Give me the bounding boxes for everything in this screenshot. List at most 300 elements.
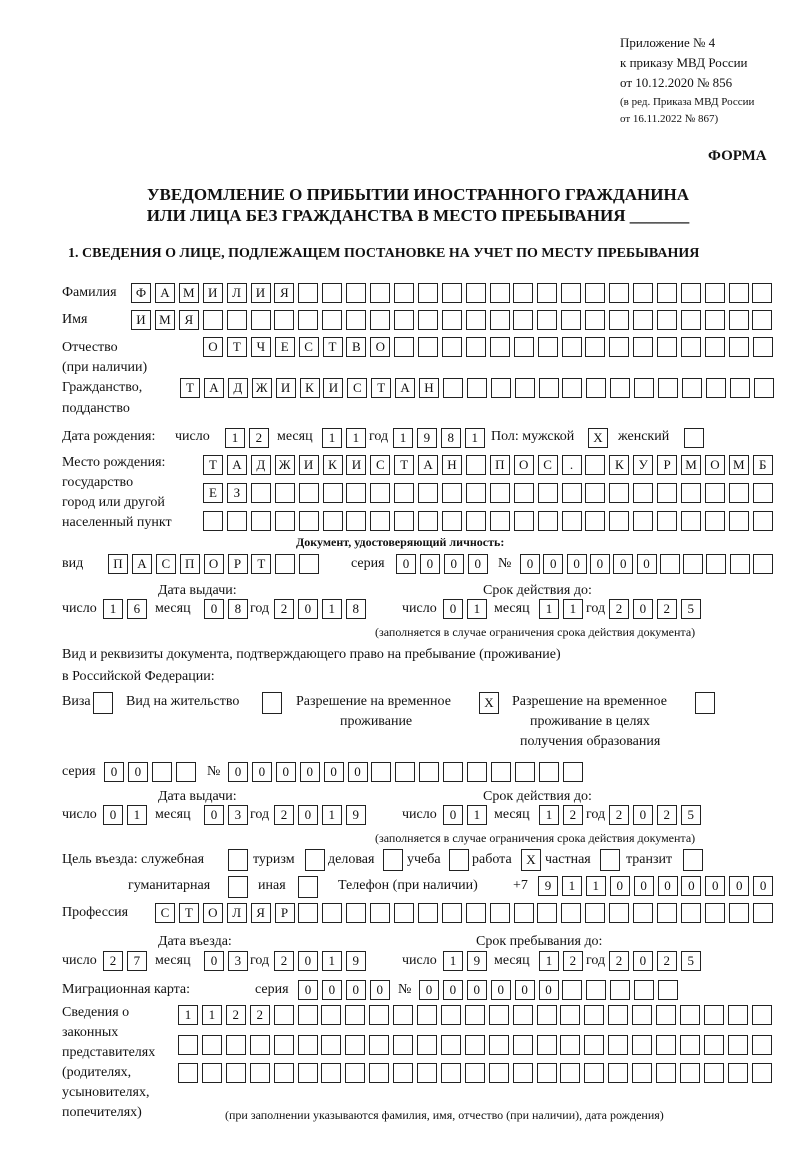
char-box-patronymic[interactable] (705, 337, 725, 357)
char-box-birthplace-line2[interactable] (299, 483, 319, 503)
char-box-birthplace-line1[interactable]: У (633, 455, 653, 475)
char-box-reps-line3[interactable] (537, 1063, 557, 1083)
char-box-surname[interactable] (633, 283, 653, 303)
char-box-stay-number[interactable]: 0 (300, 762, 320, 782)
char-box-name[interactable]: М (155, 310, 175, 330)
char-box-mig-series[interactable]: 0 (298, 980, 318, 1000)
char-box-reps-line3[interactable] (441, 1063, 461, 1083)
char-box-birthplace-line3[interactable] (466, 511, 486, 531)
char-box-reps-line1[interactable] (465, 1005, 485, 1025)
char-box-citizenship[interactable] (515, 378, 535, 398)
char-box-profession[interactable] (466, 903, 486, 923)
char-box-id-kind[interactable]: А (132, 554, 152, 574)
char-box-reps-line1[interactable] (680, 1005, 700, 1025)
char-box-reps-line3[interactable] (656, 1063, 676, 1083)
char-box-patronymic[interactable] (490, 337, 510, 357)
char-box-mig-number[interactable]: 0 (467, 980, 487, 1000)
char-box-surname[interactable]: М (179, 283, 199, 303)
char-box-mig-series[interactable]: 0 (322, 980, 342, 1000)
char-box-patronymic[interactable] (538, 337, 558, 357)
char-box-birthplace-line3[interactable] (203, 511, 223, 531)
char-box-reps-line2[interactable] (656, 1035, 676, 1055)
char-box-id-kind[interactable]: О (204, 554, 224, 574)
char-box-stay-number[interactable] (371, 762, 391, 782)
char-box-stay-number[interactable] (515, 762, 535, 782)
char-box-stay-valid-year[interactable]: 2 (609, 805, 629, 825)
char-box-id-series[interactable]: 0 (420, 554, 440, 574)
char-box-name[interactable] (370, 310, 390, 330)
char-box-entry-month[interactable]: 0 (204, 951, 224, 971)
char-box-reps-line3[interactable] (465, 1063, 485, 1083)
char-box-phone[interactable]: 1 (562, 876, 582, 896)
char-box-citizenship[interactable] (610, 378, 630, 398)
char-box-mig-series[interactable]: 0 (346, 980, 366, 1000)
char-box-stay-number[interactable] (443, 762, 463, 782)
char-box-stay-valid-year[interactable]: 5 (681, 805, 701, 825)
char-box-patronymic[interactable] (753, 337, 773, 357)
char-box-birthplace-line1[interactable]: К (323, 455, 343, 475)
char-box-reps-line3[interactable] (489, 1063, 509, 1083)
char-box-profession[interactable] (585, 903, 605, 923)
char-box-surname[interactable] (537, 283, 557, 303)
char-box-reps-line3[interactable] (321, 1063, 341, 1083)
char-box-birthplace-line2[interactable] (370, 483, 390, 503)
char-box-citizenship[interactable]: И (276, 378, 296, 398)
char-box-profession[interactable] (370, 903, 390, 923)
char-box-id-valid-day[interactable]: 1 (467, 599, 487, 619)
char-box-surname[interactable] (585, 283, 605, 303)
char-box-stay-issue-month[interactable]: 0 (204, 805, 224, 825)
char-box-reps-line3[interactable] (608, 1063, 628, 1083)
char-box-entry-year[interactable]: 1 (322, 951, 342, 971)
char-box-entry-month[interactable]: 3 (228, 951, 248, 971)
char-box-birthplace-line1[interactable]: Т (394, 455, 414, 475)
checkbox-sex-male[interactable]: X (588, 428, 608, 448)
char-box-citizenship[interactable]: К (300, 378, 320, 398)
char-box-mig-number[interactable] (658, 980, 678, 1000)
char-box-id-valid-year[interactable]: 2 (657, 599, 677, 619)
char-box-citizenship[interactable] (467, 378, 487, 398)
char-box-reps-line3[interactable] (393, 1063, 413, 1083)
char-box-birthplace-line1[interactable]: И (346, 455, 366, 475)
char-box-reps-line3[interactable] (369, 1063, 389, 1083)
char-box-birthplace-line3[interactable] (729, 511, 749, 531)
char-box-mig-number[interactable] (562, 980, 582, 1000)
char-box-name[interactable] (466, 310, 486, 330)
char-box-name[interactable]: Я (179, 310, 199, 330)
char-box-surname[interactable] (513, 283, 533, 303)
char-box-citizenship[interactable] (562, 378, 582, 398)
char-box-reps-line1[interactable] (298, 1005, 318, 1025)
char-box-stay-until-day[interactable]: 1 (443, 951, 463, 971)
char-box-stay-until-month[interactable]: 2 (563, 951, 583, 971)
char-box-birthplace-line2[interactable] (418, 483, 438, 503)
char-box-reps-line2[interactable] (728, 1035, 748, 1055)
char-box-mig-number[interactable]: 0 (515, 980, 535, 1000)
char-box-stay-number[interactable] (539, 762, 559, 782)
char-box-surname[interactable] (752, 283, 772, 303)
char-box-birthplace-line3[interactable] (753, 511, 773, 531)
char-box-id-issue-day[interactable]: 1 (103, 599, 123, 619)
char-box-name[interactable] (729, 310, 749, 330)
char-box-citizenship[interactable] (539, 378, 559, 398)
checkbox-purpose-other[interactable] (298, 876, 318, 898)
char-box-citizenship[interactable] (754, 378, 774, 398)
char-box-birthplace-line3[interactable] (227, 511, 247, 531)
char-box-entry-year[interactable]: 0 (298, 951, 318, 971)
char-box-profession[interactable]: С (155, 903, 175, 923)
char-box-surname[interactable] (705, 283, 725, 303)
char-box-reps-line1[interactable] (489, 1005, 509, 1025)
char-box-reps-line1[interactable]: 2 (250, 1005, 270, 1025)
char-box-citizenship[interactable] (586, 378, 606, 398)
char-box-surname[interactable] (370, 283, 390, 303)
char-box-birthplace-line2[interactable] (538, 483, 558, 503)
char-box-stay-issue-year[interactable]: 2 (274, 805, 294, 825)
char-box-birthplace-line3[interactable] (418, 511, 438, 531)
char-box-id-issue-month[interactable]: 8 (228, 599, 248, 619)
char-box-birthplace-line3[interactable] (562, 511, 582, 531)
char-box-birthplace-line3[interactable] (609, 511, 629, 531)
char-box-reps-line3[interactable] (298, 1063, 318, 1083)
char-box-id-number[interactable]: 0 (567, 554, 587, 574)
char-box-birthplace-line1[interactable]: О (514, 455, 534, 475)
char-box-reps-line1[interactable] (393, 1005, 413, 1025)
char-box-id-kind[interactable]: П (180, 554, 200, 574)
char-box-birthplace-line3[interactable] (538, 511, 558, 531)
char-box-reps-line1[interactable] (345, 1005, 365, 1025)
char-box-birthplace-line1[interactable]: Р (657, 455, 677, 475)
char-box-patronymic[interactable]: Е (275, 337, 295, 357)
char-box-name[interactable] (346, 310, 366, 330)
char-box-surname[interactable] (681, 283, 701, 303)
char-box-birthplace-line3[interactable] (514, 511, 534, 531)
char-box-reps-line1[interactable] (752, 1005, 772, 1025)
char-box-profession[interactable] (514, 903, 534, 923)
char-box-birthplace-line3[interactable] (490, 511, 510, 531)
char-box-birthplace-line1[interactable]: Т (203, 455, 223, 475)
char-box-stay-valid-year[interactable]: 2 (657, 805, 677, 825)
char-box-id-valid-year[interactable]: 0 (633, 599, 653, 619)
char-box-stay-valid-year[interactable]: 0 (633, 805, 653, 825)
char-box-id-issue-month[interactable]: 0 (204, 599, 224, 619)
char-box-name[interactable] (657, 310, 677, 330)
char-box-birthplace-line2[interactable] (490, 483, 510, 503)
char-box-reps-line3[interactable] (560, 1063, 580, 1083)
char-box-reps-line1[interactable] (560, 1005, 580, 1025)
char-box-reps-line2[interactable] (489, 1035, 509, 1055)
char-box-reps-line3[interactable] (178, 1063, 198, 1083)
char-box-patronymic[interactable]: Ч (251, 337, 271, 357)
char-box-citizenship[interactable] (491, 378, 511, 398)
char-box-reps-line3[interactable] (584, 1063, 604, 1083)
char-box-mig-number[interactable]: 0 (491, 980, 511, 1000)
char-box-profession[interactable]: Р (275, 903, 295, 923)
char-box-id-issue-year[interactable]: 0 (298, 599, 318, 619)
char-box-id-kind[interactable]: Т (251, 554, 271, 574)
char-box-birthplace-line1[interactable]: И (299, 455, 319, 475)
char-box-surname[interactable] (394, 283, 414, 303)
char-box-patronymic[interactable] (657, 337, 677, 357)
char-box-id-number[interactable]: 0 (613, 554, 633, 574)
char-box-citizenship[interactable] (443, 378, 463, 398)
char-box-id-number[interactable] (706, 554, 726, 574)
char-box-birthplace-line2[interactable] (585, 483, 605, 503)
char-box-patronymic[interactable] (514, 337, 534, 357)
char-box-reps-line2[interactable] (274, 1035, 294, 1055)
char-box-stay-until-year[interactable]: 5 (681, 951, 701, 971)
char-box-profession[interactable] (418, 903, 438, 923)
char-box-name[interactable] (251, 310, 271, 330)
char-box-id-kind[interactable] (275, 554, 295, 574)
char-box-birthplace-line1[interactable]: Ж (275, 455, 295, 475)
char-box-birthplace-line1[interactable]: . (562, 455, 582, 475)
char-box-profession[interactable] (705, 903, 725, 923)
char-box-surname[interactable]: Я (274, 283, 294, 303)
char-box-reps-line1[interactable]: 2 (226, 1005, 246, 1025)
char-box-id-number[interactable] (660, 554, 680, 574)
char-box-birthplace-line2[interactable] (323, 483, 343, 503)
char-box-id-kind[interactable]: Р (228, 554, 248, 574)
checkbox-purpose-transit[interactable] (683, 849, 703, 871)
char-box-surname[interactable]: А (155, 283, 175, 303)
char-box-phone[interactable]: 0 (705, 876, 725, 896)
char-box-reps-line2[interactable] (321, 1035, 341, 1055)
char-box-birthplace-line2[interactable] (753, 483, 773, 503)
char-box-id-series[interactable]: 0 (468, 554, 488, 574)
char-box-name[interactable] (609, 310, 629, 330)
char-box-stay-number[interactable] (563, 762, 583, 782)
char-box-birthplace-line1[interactable]: О (705, 455, 725, 475)
checkbox-sex-female[interactable] (684, 428, 704, 448)
char-box-surname[interactable] (657, 283, 677, 303)
char-box-mig-number[interactable] (634, 980, 654, 1000)
char-box-reps-line2[interactable] (369, 1035, 389, 1055)
char-box-name[interactable] (681, 310, 701, 330)
char-box-id-valid-year[interactable]: 5 (681, 599, 701, 619)
char-box-profession[interactable] (346, 903, 366, 923)
char-box-birthplace-line2[interactable] (466, 483, 486, 503)
char-box-surname[interactable] (466, 283, 486, 303)
char-box-stay-number[interactable] (395, 762, 415, 782)
char-box-citizenship[interactable]: Д (228, 378, 248, 398)
char-box-patronymic[interactable] (394, 337, 414, 357)
char-box-profession[interactable]: Л (227, 903, 247, 923)
char-box-name[interactable] (298, 310, 318, 330)
char-box-name[interactable]: И (131, 310, 151, 330)
char-box-birthplace-line2[interactable] (275, 483, 295, 503)
char-box-reps-line3[interactable] (345, 1063, 365, 1083)
char-box-id-series[interactable]: 0 (444, 554, 464, 574)
char-box-citizenship[interactable]: И (323, 378, 343, 398)
char-box-reps-line3[interactable] (752, 1063, 772, 1083)
char-box-reps-line2[interactable] (513, 1035, 533, 1055)
char-box-id-issue-day[interactable]: 6 (127, 599, 147, 619)
char-box-birthplace-line3[interactable] (251, 511, 271, 531)
char-box-surname[interactable] (490, 283, 510, 303)
char-box-name[interactable] (394, 310, 414, 330)
char-box-stay-number[interactable] (491, 762, 511, 782)
char-box-stay-series[interactable]: 0 (128, 762, 148, 782)
char-box-reps-line3[interactable] (680, 1063, 700, 1083)
char-box-id-kind[interactable]: П (108, 554, 128, 574)
char-box-entry-year[interactable]: 9 (346, 951, 366, 971)
char-box-id-issue-year[interactable]: 2 (274, 599, 294, 619)
char-box-surname[interactable] (561, 283, 581, 303)
char-box-birthplace-line1[interactable] (466, 455, 486, 475)
char-box-mig-number[interactable]: 0 (539, 980, 559, 1000)
char-box-reps-line1[interactable] (417, 1005, 437, 1025)
checkbox-purpose-study[interactable] (449, 849, 469, 871)
char-box-birth-year[interactable]: 1 (393, 428, 413, 448)
char-box-birthplace-line2[interactable] (681, 483, 701, 503)
char-box-profession[interactable]: Я (251, 903, 271, 923)
char-box-profession[interactable] (561, 903, 581, 923)
char-box-birthplace-line2[interactable] (609, 483, 629, 503)
char-box-profession[interactable]: О (203, 903, 223, 923)
char-box-reps-line1[interactable]: 1 (178, 1005, 198, 1025)
char-box-phone[interactable]: 0 (634, 876, 654, 896)
char-box-citizenship[interactable] (706, 378, 726, 398)
char-box-stay-issue-day[interactable]: 0 (103, 805, 123, 825)
char-box-birthplace-line2[interactable] (442, 483, 462, 503)
char-box-name[interactable] (752, 310, 772, 330)
char-box-stay-series[interactable] (152, 762, 172, 782)
checkbox-purpose-private[interactable] (600, 849, 620, 871)
char-box-birthplace-line2[interactable] (251, 483, 271, 503)
char-box-reps-line1[interactable] (632, 1005, 652, 1025)
char-box-patronymic[interactable] (418, 337, 438, 357)
char-box-birthplace-line2[interactable] (657, 483, 677, 503)
char-box-birthplace-line2[interactable] (346, 483, 366, 503)
checkbox-purpose-work[interactable]: X (521, 849, 541, 871)
char-box-name[interactable] (585, 310, 605, 330)
char-box-profession[interactable] (681, 903, 701, 923)
checkbox-temp-residence[interactable]: X (479, 692, 499, 714)
char-box-stay-number[interactable]: 0 (252, 762, 272, 782)
char-box-stay-issue-month[interactable]: 3 (228, 805, 248, 825)
char-box-reps-line2[interactable] (704, 1035, 724, 1055)
char-box-reps-line2[interactable] (417, 1035, 437, 1055)
char-box-reps-line1[interactable] (321, 1005, 341, 1025)
char-box-stay-issue-year[interactable]: 0 (298, 805, 318, 825)
char-box-birthplace-line3[interactable] (585, 511, 605, 531)
char-box-reps-line3[interactable] (250, 1063, 270, 1083)
char-box-id-number[interactable]: 0 (543, 554, 563, 574)
char-box-birthplace-line1[interactable]: Н (442, 455, 462, 475)
char-box-birthplace-line1[interactable]: С (538, 455, 558, 475)
char-box-name[interactable] (227, 310, 247, 330)
char-box-reps-line2[interactable] (632, 1035, 652, 1055)
char-box-birthplace-line1[interactable]: А (418, 455, 438, 475)
char-box-reps-line2[interactable] (680, 1035, 700, 1055)
char-box-reps-line2[interactable] (393, 1035, 413, 1055)
char-box-reps-line3[interactable] (274, 1063, 294, 1083)
checkbox-purpose-official[interactable] (228, 849, 248, 871)
char-box-stay-number[interactable]: 0 (324, 762, 344, 782)
char-box-surname[interactable] (418, 283, 438, 303)
char-box-reps-line3[interactable] (632, 1063, 652, 1083)
char-box-phone[interactable]: 0 (658, 876, 678, 896)
char-box-patronymic[interactable] (633, 337, 653, 357)
char-box-id-kind[interactable]: С (156, 554, 176, 574)
char-box-reps-line1[interactable] (369, 1005, 389, 1025)
char-box-birthplace-line2[interactable]: З (227, 483, 247, 503)
char-box-id-number[interactable]: 0 (637, 554, 657, 574)
char-box-birthplace-line1[interactable]: С (370, 455, 390, 475)
char-box-phone[interactable]: 1 (586, 876, 606, 896)
char-box-surname[interactable]: Ф (131, 283, 151, 303)
char-box-birthplace-line2[interactable] (705, 483, 725, 503)
checkbox-purpose-humanitarian[interactable] (228, 876, 248, 898)
char-box-birth-month[interactable]: 1 (346, 428, 366, 448)
char-box-surname[interactable] (346, 283, 366, 303)
char-box-birthplace-line1[interactable]: Б (753, 455, 773, 475)
char-box-reps-line2[interactable] (537, 1035, 557, 1055)
char-box-name[interactable] (537, 310, 557, 330)
char-box-name[interactable] (203, 310, 223, 330)
char-box-reps-line2[interactable] (465, 1035, 485, 1055)
char-box-patronymic[interactable] (681, 337, 701, 357)
char-box-patronymic[interactable]: В (346, 337, 366, 357)
char-box-name[interactable] (513, 310, 533, 330)
char-box-stay-series[interactable] (176, 762, 196, 782)
char-box-stay-valid-day[interactable]: 0 (443, 805, 463, 825)
char-box-profession[interactable] (298, 903, 318, 923)
char-box-name[interactable] (322, 310, 342, 330)
char-box-patronymic[interactable] (609, 337, 629, 357)
char-box-surname[interactable] (609, 283, 629, 303)
char-box-reps-line3[interactable] (417, 1063, 437, 1083)
char-box-reps-line3[interactable] (513, 1063, 533, 1083)
char-box-stay-valid-day[interactable]: 1 (467, 805, 487, 825)
char-box-stay-until-year[interactable]: 2 (609, 951, 629, 971)
char-box-birthplace-line3[interactable] (346, 511, 366, 531)
char-box-birth-day[interactable]: 2 (249, 428, 269, 448)
char-box-birthplace-line2[interactable] (729, 483, 749, 503)
char-box-profession[interactable] (729, 903, 749, 923)
char-box-reps-line1[interactable]: 1 (202, 1005, 222, 1025)
char-box-stay-until-year[interactable]: 0 (633, 951, 653, 971)
char-box-surname[interactable] (322, 283, 342, 303)
char-box-citizenship[interactable]: А (395, 378, 415, 398)
char-box-phone[interactable]: 9 (538, 876, 558, 896)
char-box-reps-line2[interactable] (608, 1035, 628, 1055)
char-box-entry-day[interactable]: 7 (127, 951, 147, 971)
char-box-surname[interactable] (729, 283, 749, 303)
checkbox-residence-permit[interactable] (262, 692, 282, 714)
char-box-birth-day[interactable]: 1 (225, 428, 245, 448)
char-box-reps-line2[interactable] (345, 1035, 365, 1055)
char-box-mig-number[interactable]: 0 (419, 980, 439, 1000)
char-box-id-valid-month[interactable]: 1 (539, 599, 559, 619)
char-box-birthplace-line3[interactable] (370, 511, 390, 531)
char-box-birthplace-line3[interactable] (275, 511, 295, 531)
char-box-reps-line1[interactable] (441, 1005, 461, 1025)
char-box-reps-line1[interactable] (274, 1005, 294, 1025)
char-box-name[interactable] (418, 310, 438, 330)
char-box-profession[interactable] (322, 903, 342, 923)
char-box-id-valid-day[interactable]: 0 (443, 599, 463, 619)
char-box-entry-day[interactable]: 2 (103, 951, 123, 971)
char-box-birthplace-line3[interactable] (323, 511, 343, 531)
char-box-surname[interactable]: И (203, 283, 223, 303)
char-box-patronymic[interactable] (729, 337, 749, 357)
char-box-stay-number[interactable] (419, 762, 439, 782)
char-box-profession[interactable]: Т (179, 903, 199, 923)
char-box-reps-line1[interactable] (608, 1005, 628, 1025)
char-box-name[interactable] (561, 310, 581, 330)
